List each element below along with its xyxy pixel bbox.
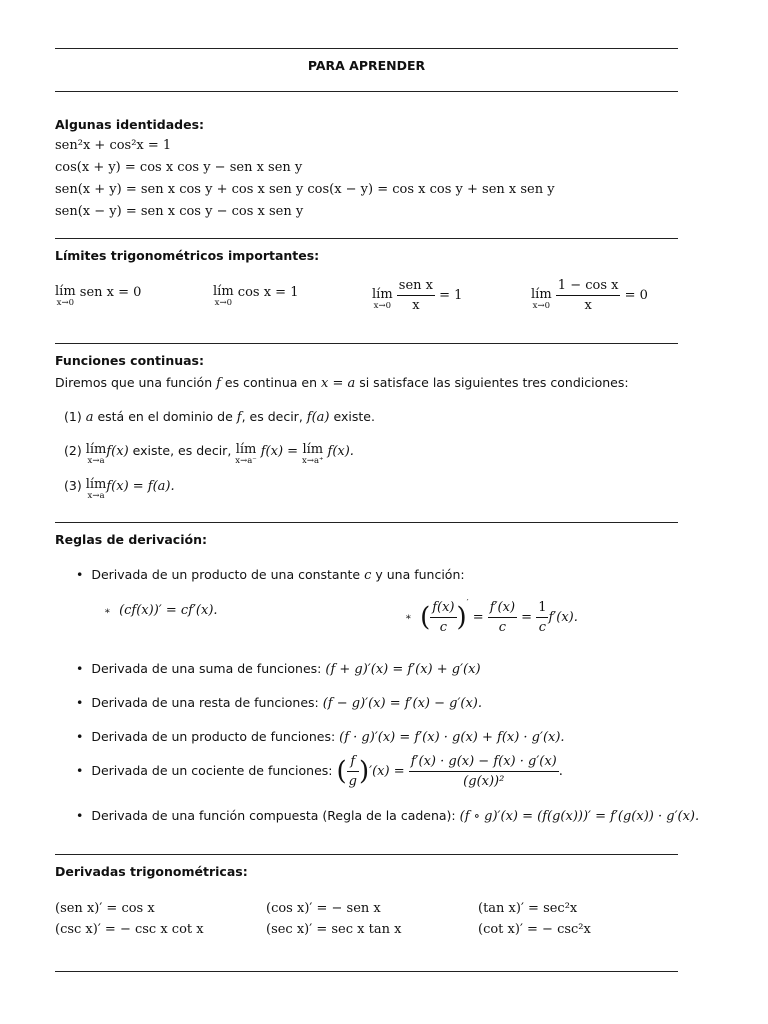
condition-1: (1) a está en el dominio de f, es decir, f(a) existe. [64,409,375,425]
identity-line: sen(x − y) = sen x cos y − cos x sen y [55,204,304,219]
bullet-icon: • [76,695,84,710]
limit-cosx: lím x→0 cos x = 1 [213,284,299,308]
rules-heading: Reglas de derivación: [55,532,207,547]
bullet-icon: • [76,567,84,582]
rule-4: • Derivada de un producto de funciones: (f · g)′(x) = f′(x) · g(x) + f(x) · g′(x). [76,729,565,745]
bullet-icon: • [76,729,84,744]
trig-derivative: (cot x)′ = − csc²x [478,922,591,937]
limit-1mcos-over-x: lím x→0 $\frac{\text{1 − cos x}}{x}$ = 0 [531,278,648,313]
continuous-intro: Diremos que una función f es continua en x = a si satisface las siguientes tres condiciones: [55,375,629,391]
trig-derivative: (tan x)′ = sec²x [478,901,578,916]
section-rule [55,854,678,855]
identities-heading: Algunas identidades: [55,117,205,132]
section-rule [55,238,678,239]
rule-3: • Derivada de una resta de funciones: (f − g)′(x) = f′(x) − g′(x). [76,695,483,711]
trig-heading: Derivadas trigonométricas: [55,864,248,879]
rule-1: • Derivada de un producto de una constante c y una función: [76,567,465,583]
rule-6: • Derivada de una función compuesta (Regla de la cadena): (f ∘ g)′(x) = (f(g(x)))′ = f′(g(x)) · g′(x). [76,808,700,824]
rule-5: • Derivada de un cociente de funciones: ( $\frac{f}{g}$ )′(x) = $\frac{f'(x) \cdot g(x) - f(x) \cdot g'(x)}{\text{(g(x))²}}$ . [76,754,563,789]
section-rule [55,522,678,523]
rule-1-formula-a: ∗ (cf(x))′ = cf′(x). [104,603,218,618]
identity-line: sen(x + y) = sen x cos y + cos x sen y cos(x − y) = cos x cos y + sen x sen y [55,182,555,197]
rule-2: • Derivada de una suma de funciones: (f + g)′(x) = f′(x) + g′(x) [76,661,481,677]
title-rule [55,91,678,92]
limit-sinx-over-x: lím x→0 $\frac{\text{sen x}}{x}$ = 1 [372,278,463,313]
identity-line: sen²x + cos²x = 1 [55,138,172,153]
limits-heading: Límites trigonométricos importantes: [55,248,320,263]
identity-line: cos(x + y) = cos x cos y − sen x sen y [55,160,303,175]
continuous-heading: Funciones continuas: [55,353,204,368]
trig-derivative: (csc x)′ = − csc x cot x [55,922,204,937]
rule-1-formula-b: ∗ ( $\frac{f(x)}{c}$ )′ = $\frac{f'(x)}{c}$ = $\frac{1}{c}$ f′(x). [405,598,578,635]
limit-sinx: lím x→0 sen x = 0 [55,284,142,308]
trig-derivative: (sec x)′ = sec x tan x [266,922,402,937]
trig-derivative: (sen x)′ = cos x [55,901,155,916]
page-title: PARA APRENDER [307,58,426,73]
bullet-icon: • [76,763,84,778]
bullet-icon: • [76,808,84,823]
top-rule [55,48,678,49]
bullet-icon: • [76,661,84,676]
bottom-rule [55,971,678,972]
condition-3: (3) lím x→a f(x) = f(a). [64,477,175,501]
condition-2: (2) lím x→a f(x) existe, es decir, lím x→a⁻ f(x) = lím x→a⁺ f(x). [64,442,354,466]
star-icon: ∗ [405,612,412,623]
trig-derivative: (cos x)′ = − sen x [266,901,381,916]
section-rule [55,343,678,344]
star-icon: ∗ [104,606,111,617]
